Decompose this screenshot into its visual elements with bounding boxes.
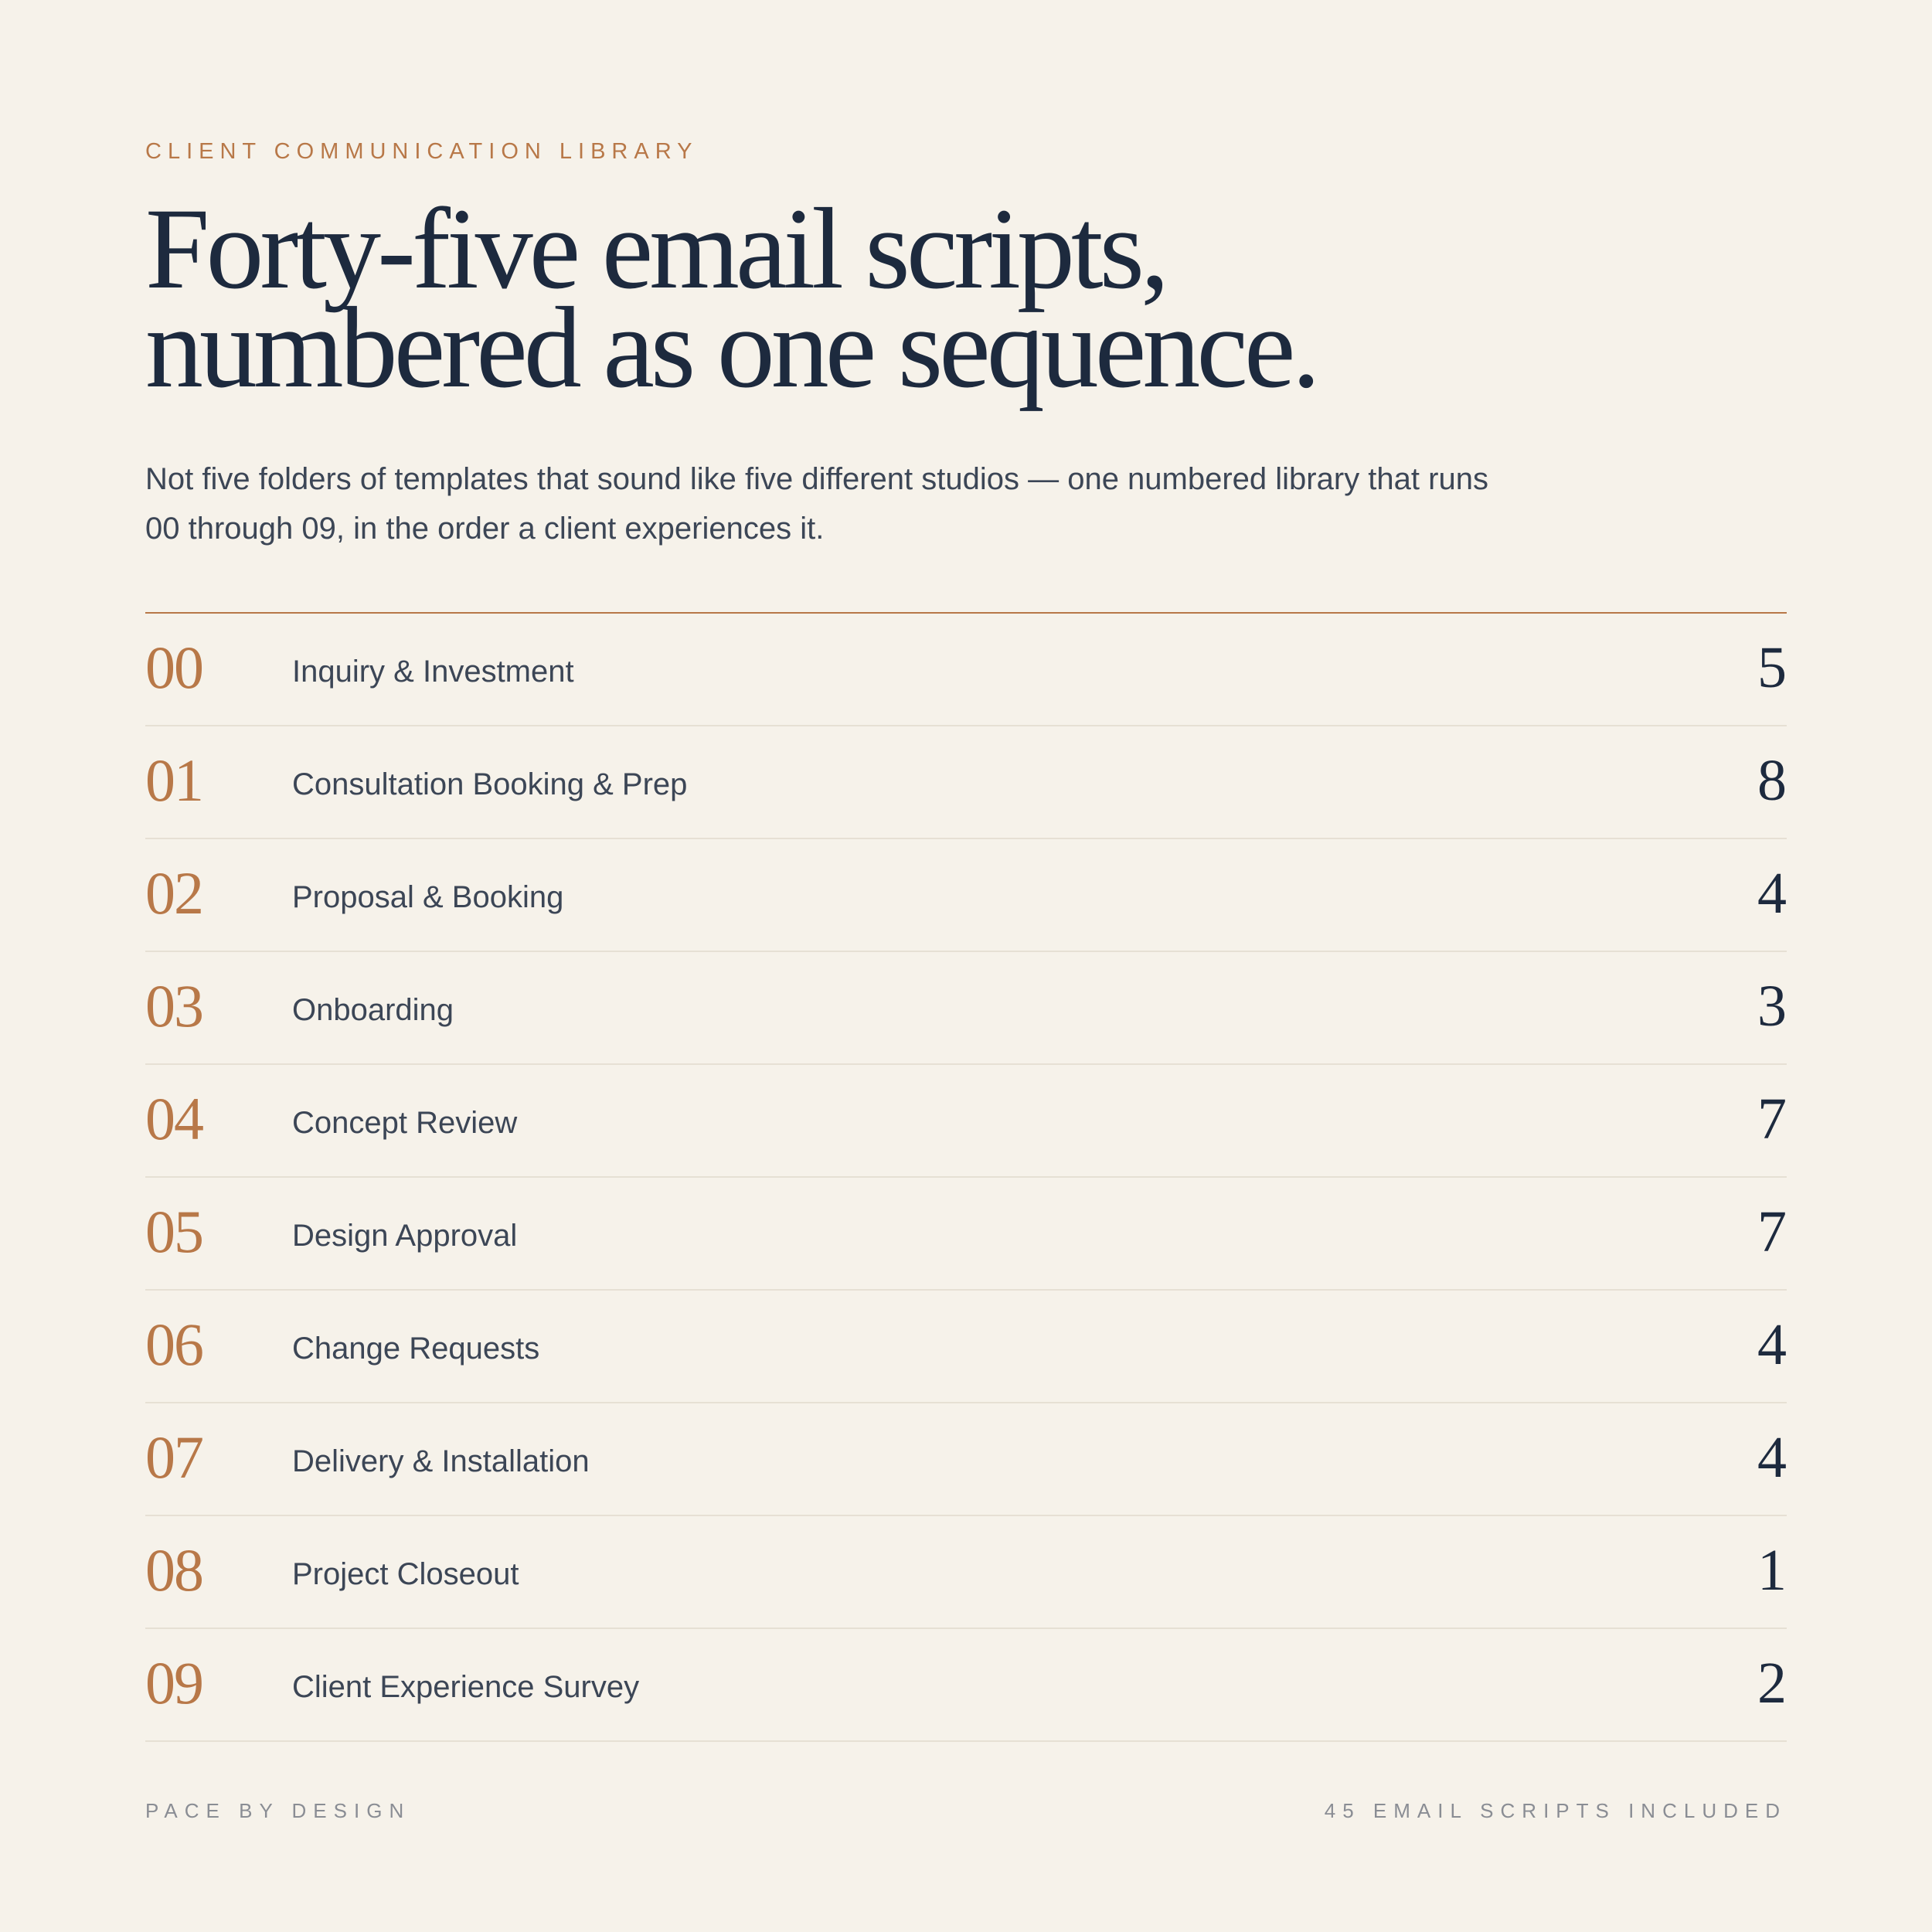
section-number: 09 [145, 1649, 202, 1716]
section-script-count: 1 [1757, 1538, 1787, 1603]
section-number: 03 [145, 972, 202, 1039]
section-script-count: 2 [1757, 1651, 1787, 1716]
section-script-count: 4 [1757, 861, 1787, 926]
section-row-05 [145, 1178, 1787, 1291]
intro-line-2: 00 through 09, in the order a client experiences it. [145, 512, 825, 546]
section-row-06 [145, 1291, 1787, 1403]
section-row-04 [145, 1065, 1787, 1178]
section-row-08 [145, 1516, 1787, 1629]
section-label: Inquiry & Investment [292, 655, 574, 689]
section-script-count: 3 [1757, 974, 1787, 1039]
section-script-count: 7 [1757, 1087, 1787, 1151]
section-number: 08 [145, 1536, 202, 1604]
section-number: 04 [145, 1085, 202, 1152]
section-number: 06 [145, 1311, 202, 1378]
section-list [145, 614, 1787, 1742]
section-label: Project Closeout [292, 1557, 519, 1591]
section-number: 05 [145, 1198, 202, 1265]
section-number: 07 [145, 1423, 202, 1491]
section-row-00 [145, 614, 1787, 726]
section-label: Onboarding [292, 993, 454, 1027]
section-row-01 [145, 726, 1787, 839]
section-label: Client Experience Survey [292, 1670, 640, 1704]
library-page [145, 0, 1787, 1932]
eyebrow-label: CLIENT COMMUNICATION LIBRARY [145, 139, 699, 164]
section-row-02 [145, 839, 1787, 952]
footer-brand: PACE BY DESIGN [145, 1799, 411, 1822]
section-script-count: 8 [1757, 748, 1787, 813]
section-label: Change Requests [292, 1332, 540, 1366]
section-script-count: 7 [1757, 1199, 1787, 1264]
section-label: Concept Review [292, 1106, 518, 1140]
section-row-09 [145, 1629, 1787, 1742]
section-row-07 [145, 1403, 1787, 1516]
section-label: Consultation Booking & Prep [292, 767, 688, 801]
section-label: Proposal & Booking [292, 880, 564, 914]
section-script-count: 4 [1757, 1425, 1787, 1490]
page-title [145, 185, 1691, 412]
page-title-line-2: numbered as one sequence. [145, 284, 1317, 412]
section-number: 02 [145, 859, 202, 927]
section-script-count: 5 [1757, 635, 1787, 700]
intro-line-1: Not five folders of templates that sound like five different studios — one numbered library that runs [145, 462, 1488, 496]
page-title-line-1: Forty-five email scripts, [145, 185, 1166, 313]
section-script-count: 4 [1757, 1312, 1787, 1377]
intro-paragraph [145, 454, 1567, 553]
section-row-03 [145, 952, 1787, 1065]
section-number: 01 [145, 747, 202, 814]
section-label: Design Approval [292, 1219, 518, 1253]
footer-total: 45 EMAIL SCRIPTS INCLUDED [1324, 1799, 1787, 1822]
section-label: Delivery & Installation [292, 1444, 590, 1478]
section-number: 00 [145, 634, 202, 701]
